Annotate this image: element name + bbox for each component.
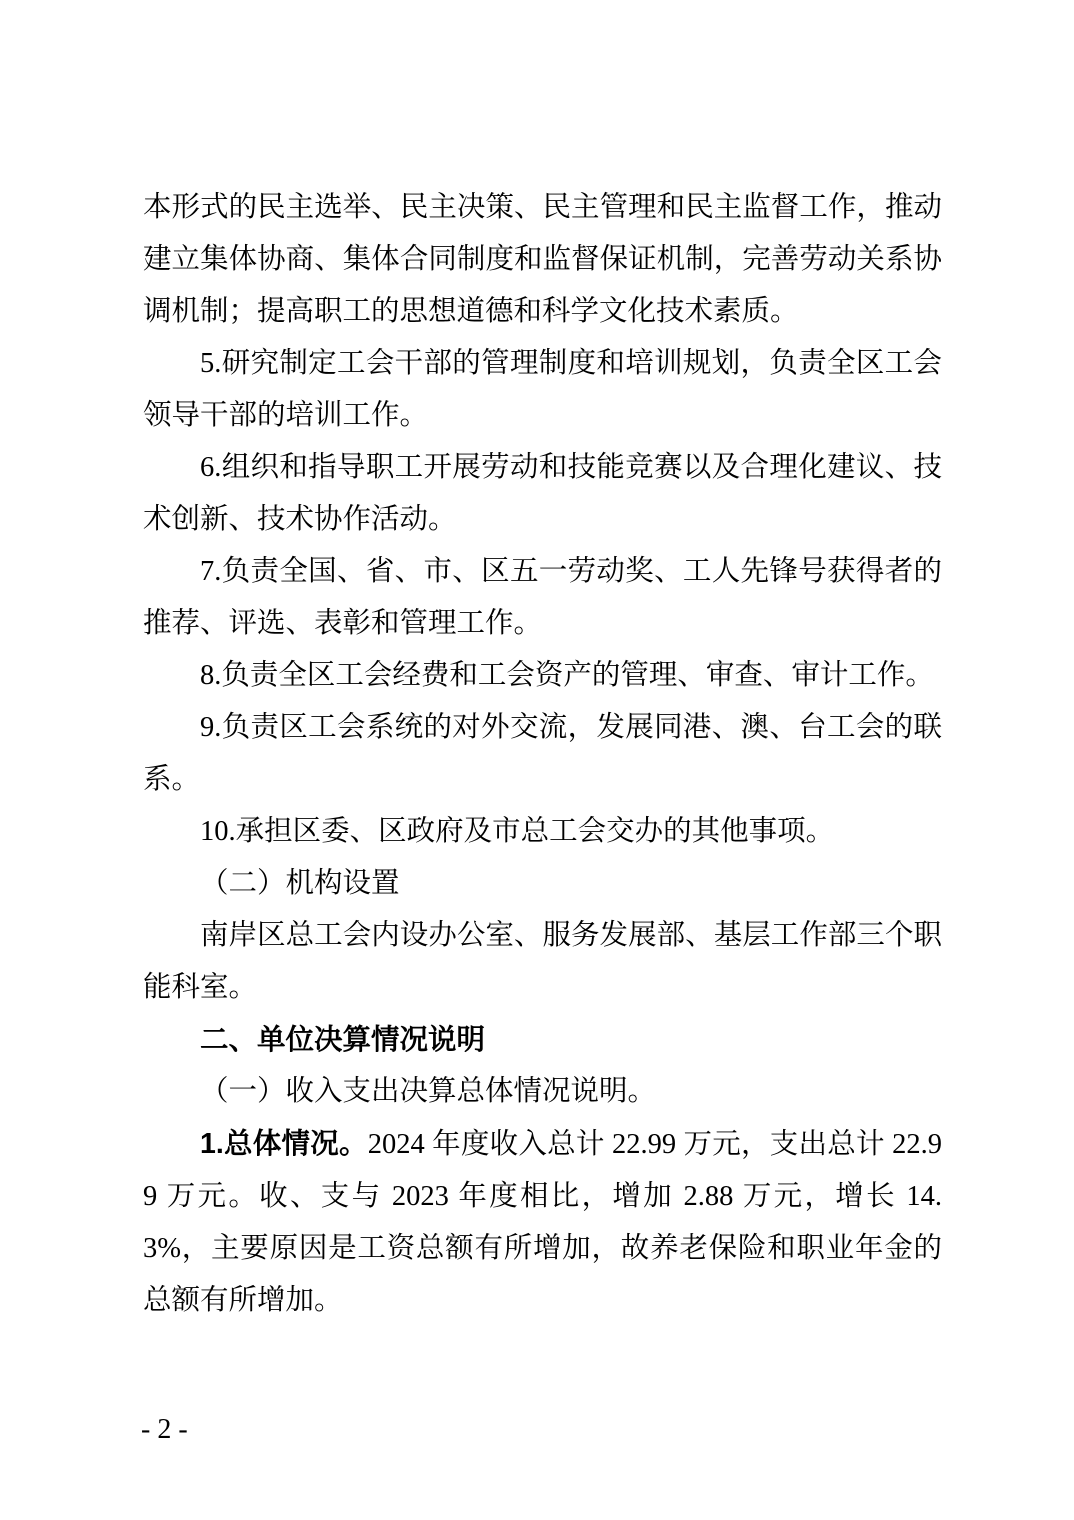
text-segment: 6.组织和指导职工开展劳动和技能竞赛以及合理化建议、技术创新、技术协作活动。 <box>143 452 942 535</box>
paragraph <box>143 182 942 338</box>
paragraph <box>143 910 942 1014</box>
page-number: - 2 - <box>141 1414 188 1445</box>
bold-text-segment: 1.总体情况。 <box>200 1128 368 1160</box>
paragraph <box>143 1118 942 1327</box>
text-segment: 5.研究制定工会干部的管理制度和培训规划，负责全区工会领导干部的培训工作。 <box>143 348 942 431</box>
text-segment: 2024 年度收入总计 22.99 万元，支出总计 22.99 万元。收、支与 2023 年度相比，增加 2.88 万元，增长 14.3%，主要原因是工资总额有所增加，故养老保险和职业年金的总额有所增加。 <box>143 1129 942 1316</box>
text-segment: 9.负责区工会系统的对外交流，发展同港、澳、台工会的联系。 <box>143 712 942 795</box>
paragraph <box>143 858 942 910</box>
text-segment: 南岸区总工会内设办公室、服务发展部、基层工作部三个职能科室。 <box>143 920 942 1003</box>
text-segment: （一）收入支出决算总体情况说明。 <box>200 1076 657 1107</box>
text-segment: 8.负责全区工会经费和工会资产的管理、审查、审计工作。 <box>200 660 934 691</box>
text-segment: 10.承担区委、区政府及市总工会交办的其他事项。 <box>200 816 835 847</box>
text-segment: 本形式的民主选举、民主决策、民主管理和民主监督工作，推动建立集体协商、集体合同制度和监督保证机制，完善劳动关系协调机制；提高职工的思想道德和科学文化技术素质。 <box>143 192 942 327</box>
text-segment: 二、单位决算情况说明 <box>200 1024 486 1056</box>
text-segment: （二）机构设置 <box>200 868 400 899</box>
paragraph <box>143 650 942 702</box>
paragraph <box>143 806 942 858</box>
paragraph <box>143 1066 942 1118</box>
paragraph <box>143 702 942 806</box>
paragraph <box>143 442 942 546</box>
text-segment: 7.负责全国、省、市、区五一劳动奖、工人先锋号获得者的推荐、评选、表彰和管理工作。 <box>143 556 942 639</box>
document-body <box>143 182 942 1327</box>
paragraph <box>143 338 942 442</box>
paragraph <box>143 546 942 650</box>
paragraph <box>143 1014 942 1066</box>
